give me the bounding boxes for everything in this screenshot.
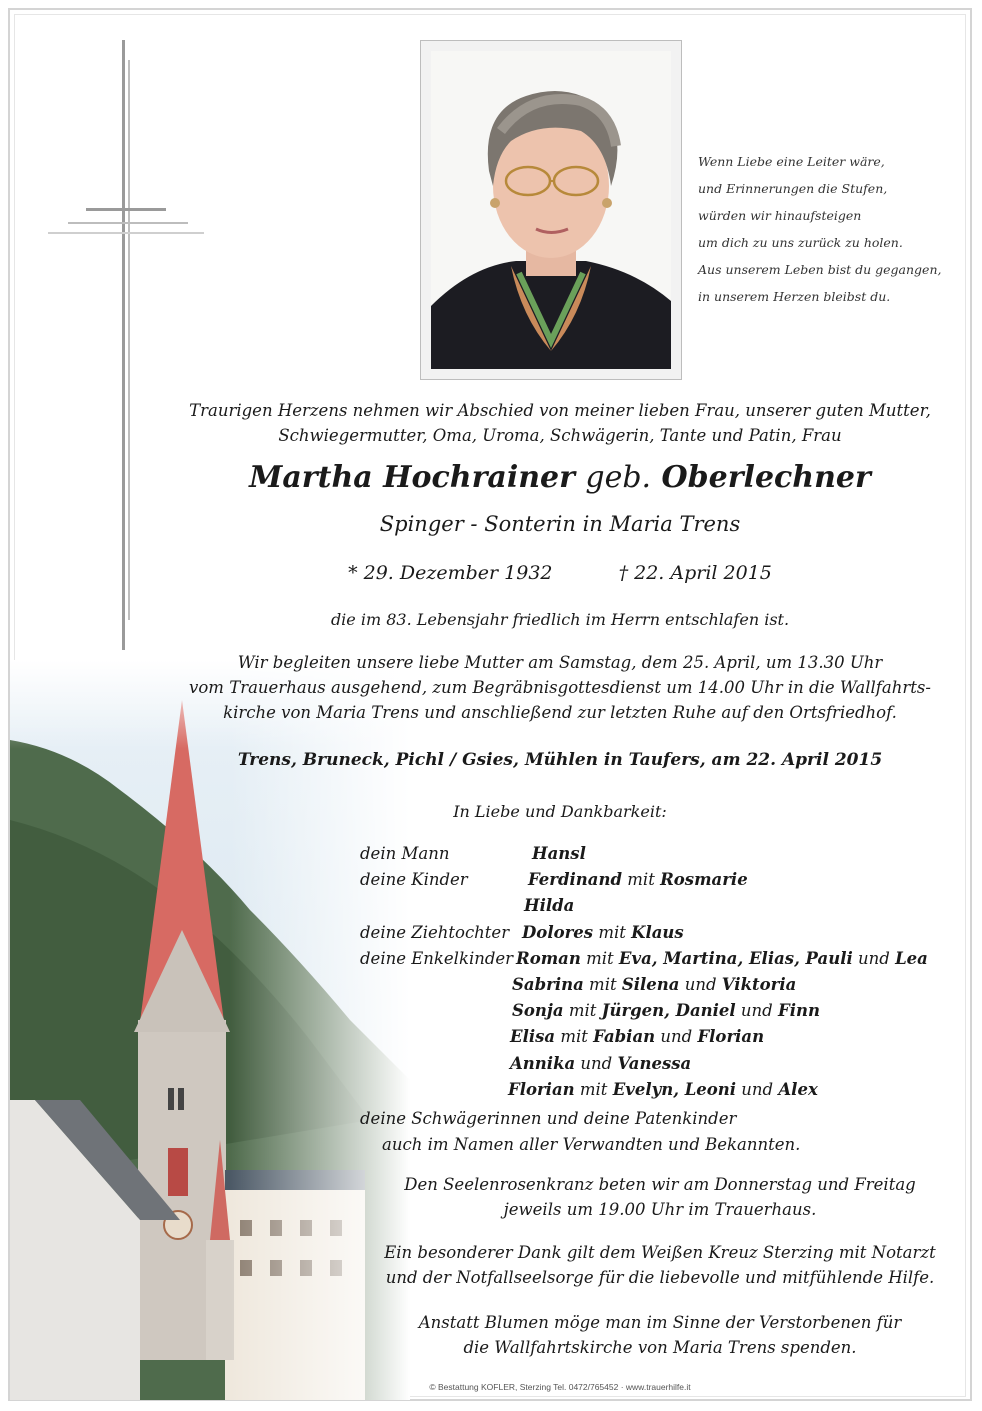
connector-text: und <box>575 1053 618 1073</box>
person-name: Sabrina <box>512 975 584 995</box>
family-name-line <box>500 972 928 998</box>
person-name: Eva, Martina, Elias, Pauli <box>618 948 853 968</box>
person-name: Dolores <box>522 922 594 942</box>
flowers-line: die Wallfahrtskirche von Maria Trens spenden. <box>463 1338 857 1357</box>
flowers-line: Anstatt Blumen möge man im Sinne der Verstorbenen für <box>418 1313 902 1332</box>
person-name: Fabian <box>593 1027 656 1047</box>
family-name-line <box>500 1051 928 1077</box>
family-relations <box>360 841 513 972</box>
gratitude-line: und der Notfallseelsorge für die liebevolle und mitfühlende Hilfe. <box>385 1268 935 1287</box>
family-name-line <box>500 867 928 893</box>
intro-text <box>150 398 970 448</box>
intro-line: Schwiegermutter, Oma, Uroma, Schwägerin, Tante und Patin, Frau <box>278 426 842 445</box>
connector-text: und <box>852 948 896 968</box>
closing-line: deine Schwägerinnen und deine Patenkinder <box>360 1109 737 1128</box>
dates <box>150 562 970 584</box>
connector-text: mit <box>580 948 619 968</box>
person-name: Finn <box>778 1001 820 1021</box>
rosary-line: jeweils um 19.00 Uhr im Trauerhaus. <box>503 1200 817 1219</box>
relation-label: deine Ziehtochter <box>360 922 510 942</box>
connector-text: mit <box>574 1079 613 1099</box>
connector-text: mit <box>593 922 632 942</box>
relation-label <box>360 893 513 919</box>
poem-line: Wenn Liebe eine Leiter wäre, <box>698 154 885 169</box>
relation-label: deine Enkelkinder <box>360 948 514 968</box>
family-name-line <box>500 1077 928 1103</box>
relation-label: deine Kinder <box>360 870 468 890</box>
person-name: Viktoria <box>721 975 797 995</box>
rosary-text <box>380 1172 940 1222</box>
family-name-line <box>500 841 928 867</box>
birth-date: * 29. Dezember 1932 <box>348 562 553 584</box>
deceased-name <box>150 460 970 495</box>
person-name: Roman <box>516 948 581 968</box>
funeral-line: Wir begleiten unsere liebe Mutter am Samstag, dem 25. April, um 13.30 Uhr <box>237 653 883 672</box>
connector-text: mit <box>555 1027 594 1047</box>
portrait-frame <box>420 40 682 380</box>
connector-text: und <box>735 1001 778 1021</box>
flowers-text <box>380 1310 940 1360</box>
rosary-line: Den Seelenrosenkranz beten wir am Donnerstag und Freitag <box>404 1175 916 1194</box>
family-names <box>500 841 928 1103</box>
person-name: Hilda <box>524 896 575 916</box>
person-name: Sonja <box>512 1001 564 1021</box>
person-name: Florian <box>697 1027 765 1047</box>
church-landscape-image <box>10 660 410 1400</box>
person-name: Silena <box>621 975 680 995</box>
thanks-heading: In Liebe und Dankbarkeit: <box>453 802 667 821</box>
family-name-line <box>500 920 928 946</box>
connector-text: mit <box>583 975 622 995</box>
poem-line: in unserem Herzen bleibst du. <box>698 289 891 304</box>
person-name: Lea <box>895 948 928 968</box>
person-name: Florian <box>508 1079 575 1099</box>
portrait-photo <box>431 51 671 369</box>
gratitude-text <box>380 1240 940 1290</box>
person-name: Annika <box>510 1053 576 1073</box>
poem <box>698 148 978 310</box>
connector-text: und <box>655 1027 698 1047</box>
family-name-line <box>500 998 928 1024</box>
family-name-line <box>500 946 928 972</box>
person-name: Klaus <box>631 922 684 942</box>
age-text: die im 83. Lebensjahr friedlich im Herrn entschlafen ist. <box>330 610 790 629</box>
family-name-line <box>500 1024 928 1050</box>
relation-label: dein Mann <box>360 844 450 863</box>
person-name: Rosmarie <box>660 870 748 890</box>
connector-text: mit <box>622 870 661 890</box>
connector-text: mit <box>563 1001 602 1021</box>
first-last-name: Martha Hochrainer <box>249 460 575 495</box>
death-date: † 22. April 2015 <box>618 562 772 584</box>
poem-line: Aus unserem Leben bist du gegangen, <box>698 262 942 277</box>
poem-line: würden wir hinaufsteigen <box>698 208 862 223</box>
person-name: Evelyn, Leoni <box>612 1079 737 1099</box>
person-name: Alex <box>778 1079 818 1099</box>
gratitude-line: Ein besonderer Dank gilt dem Weißen Kreuz Sterzing mit Notarzt <box>384 1243 936 1262</box>
person-name: Jürgen, Daniel <box>601 1001 736 1021</box>
connector-text: und <box>736 1079 779 1099</box>
person-name: Hansl <box>532 844 586 863</box>
maiden-name: Oberlechner <box>661 460 871 495</box>
person-name: Ferdinand <box>528 870 623 890</box>
connector-text: und <box>679 975 722 995</box>
poem-line: um dich zu uns zurück zu holen. <box>698 235 903 250</box>
person-name: Vanessa <box>617 1053 692 1073</box>
family-closing <box>360 1106 800 1158</box>
person-name: Elisa <box>510 1027 556 1047</box>
geb-label: geb. <box>585 460 652 495</box>
poem-line: und Erinnerungen die Stufen, <box>698 181 888 196</box>
family-name-line <box>500 893 928 919</box>
intro-line: Traurigen Herzens nehmen wir Abschied von meiner lieben Frau, unserer guten Mutter, <box>189 401 931 420</box>
closing-line: auch im Namen aller Verwandten und Bekannten. <box>382 1135 801 1154</box>
funeral-text <box>150 650 970 725</box>
places-date: Trens, Bruneck, Pichl / Gsies, Mühlen in Taufers, am 22. April 2015 <box>237 750 883 770</box>
footer-credit: © Bestattung KOFLER, Sterzing Tel. 0472/765452 · www.trauerhilfe.it <box>429 1382 691 1392</box>
funeral-line: kirche von Maria Trens und anschließend zur letzten Ruhe auf den Ortsfriedhof. <box>223 703 897 722</box>
origin-text: Spinger - Sonterin in Maria Trens <box>379 512 741 536</box>
funeral-line: vom Trauerhaus ausgehend, zum Begräbnisgottesdienst um 14.00 Uhr in die Wallfahrts- <box>189 678 931 697</box>
